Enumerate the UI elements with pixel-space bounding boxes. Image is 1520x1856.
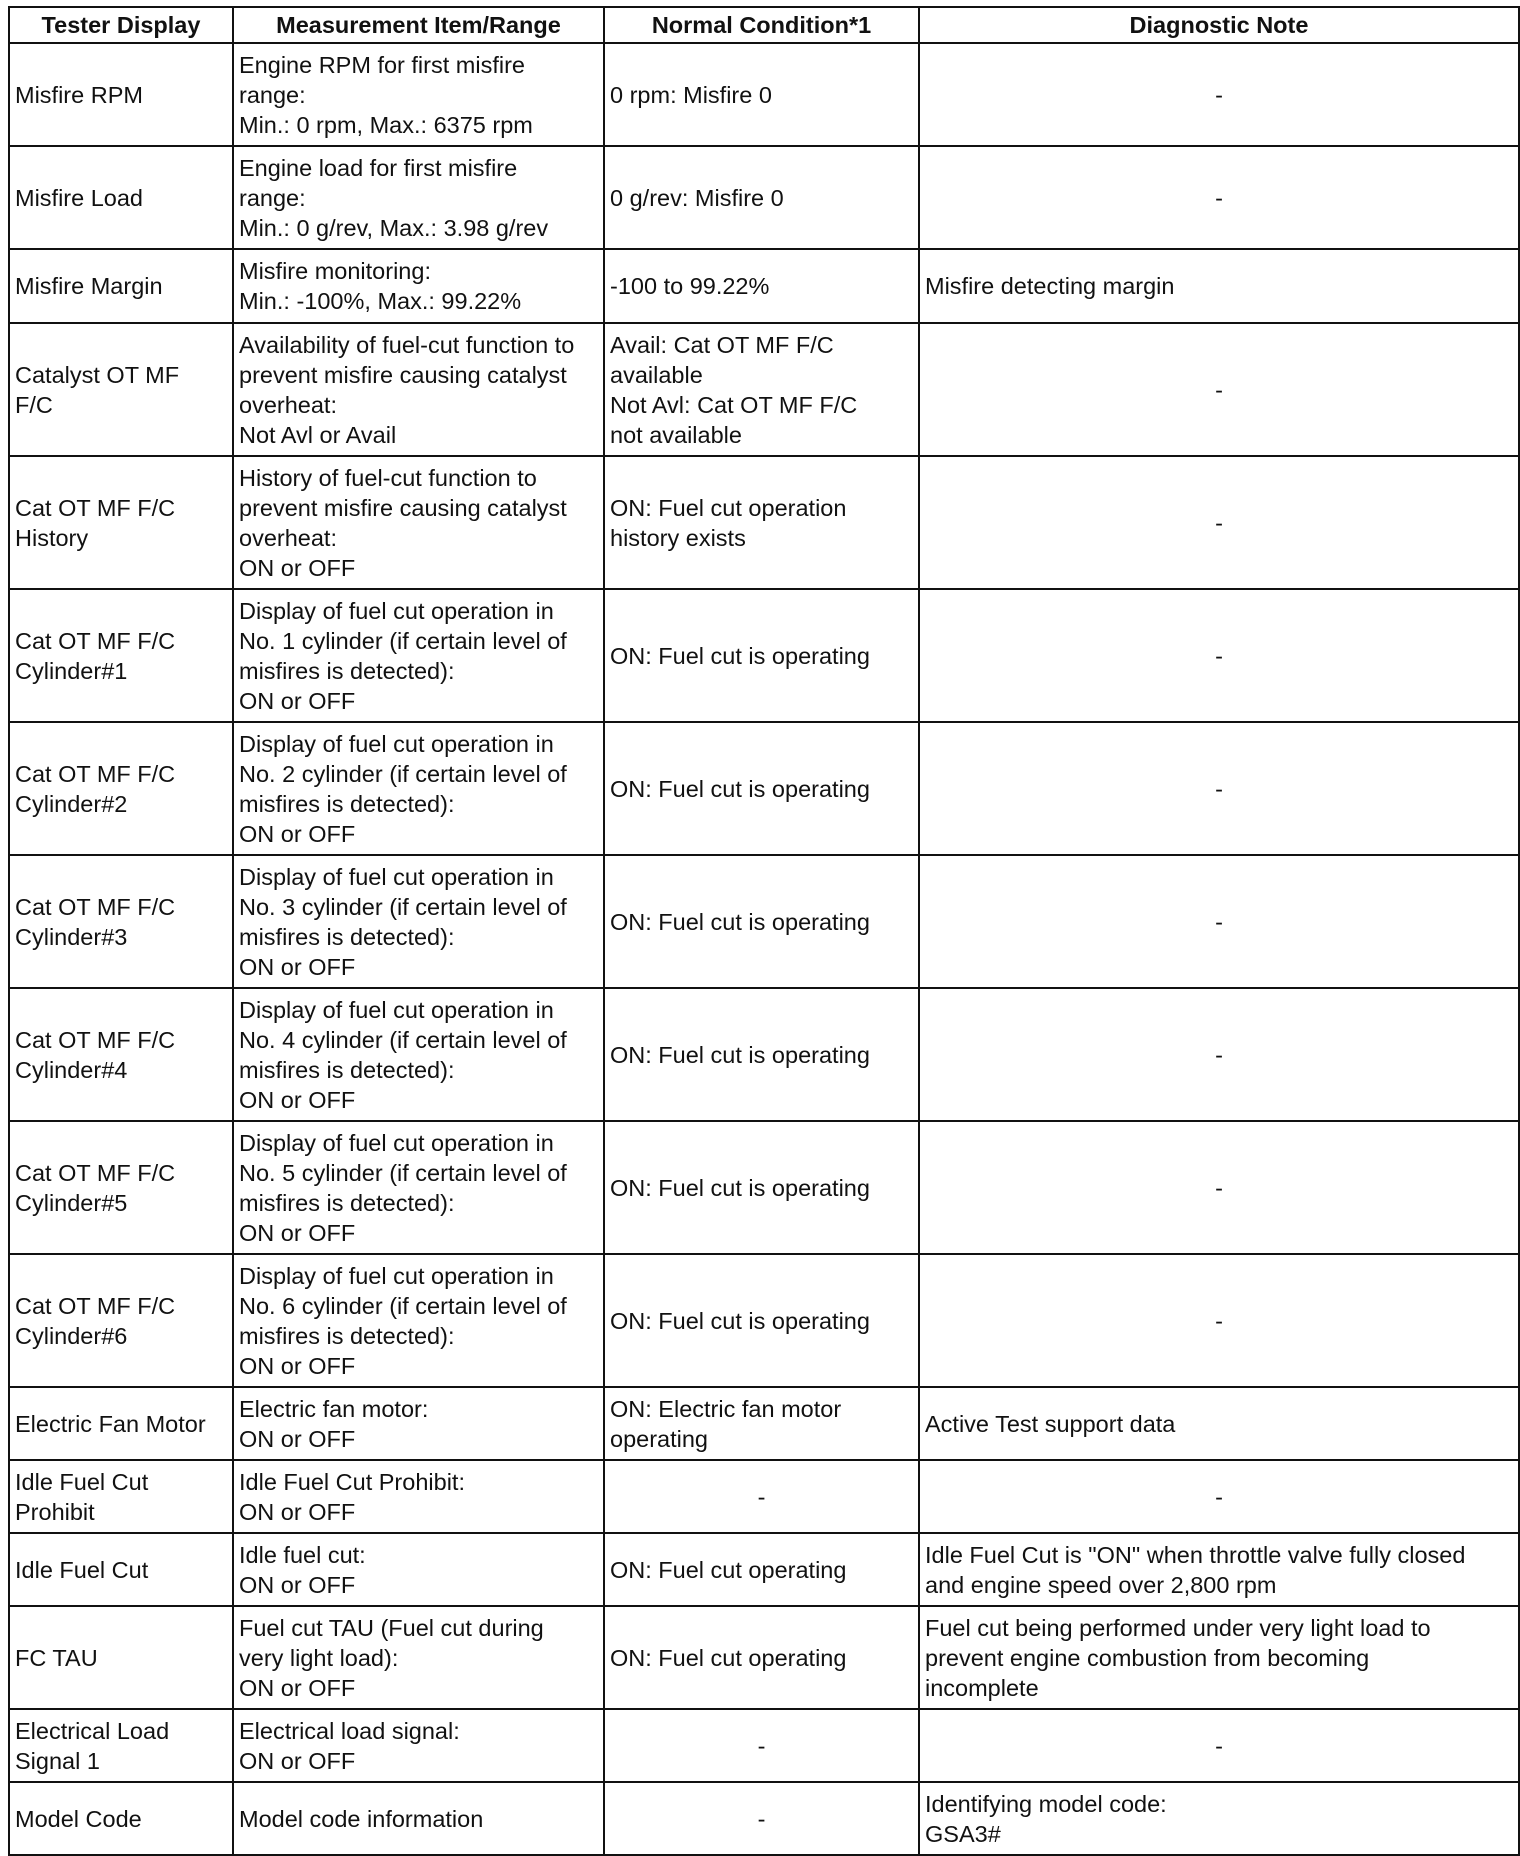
cell-text-line: misfires is detected): (239, 1322, 455, 1349)
cell-text-line: Engine load for first misfire (239, 154, 518, 181)
cell-text-line: - (1215, 1483, 1223, 1510)
cell-text-line: ON: Fuel cut is operating (610, 1041, 870, 1068)
cell-measurement-item (233, 456, 604, 589)
cell-text-line: - (757, 1805, 766, 1832)
cell-text-line: Cat OT MF F/C (15, 1292, 176, 1319)
cell-measurement-item (233, 323, 604, 456)
cell-tester-display (9, 146, 233, 249)
cell-text-line: Electrical Load (15, 1717, 170, 1744)
cell-text-line: misfires is detected): (239, 657, 455, 684)
cell-text-line: Model code information (239, 1805, 484, 1832)
cell-measurement-item (233, 146, 604, 249)
cell-text-line: FC TAU (15, 1644, 98, 1671)
table-row (9, 1533, 1519, 1606)
cell-measurement-item (233, 1709, 604, 1782)
cell-measurement-item (233, 249, 604, 323)
cell-text-line: Min.: 0 g/rev, Max.: 3.98 g/rev (239, 214, 549, 241)
cell-normal-condition (604, 722, 919, 855)
cell-text-line: Cylinder#2 (15, 790, 128, 817)
table-body (9, 43, 1519, 1855)
cell-text-line: Display of fuel cut operation in (239, 597, 554, 624)
table-row (9, 43, 1519, 146)
cell-measurement-item (233, 1121, 604, 1254)
cell-text-line: Misfire Load (15, 184, 143, 211)
cell-text-line: Cat OT MF F/C (15, 627, 176, 654)
cell-measurement-item (233, 722, 604, 855)
table-row (9, 249, 1519, 323)
cell-text-line: Electric fan motor: (239, 1395, 429, 1422)
cell-measurement-item (233, 988, 604, 1121)
cell-normal-condition (604, 1709, 919, 1782)
cell-diagnostic-note (919, 1460, 1519, 1533)
cell-diagnostic-note (919, 43, 1519, 146)
cell-normal-condition (604, 249, 919, 323)
cell-text-line: Cat OT MF F/C (15, 494, 176, 521)
cell-text-line: Cylinder#5 (15, 1189, 128, 1216)
cell-normal-condition (604, 1782, 919, 1855)
cell-text-line: very light load): (239, 1644, 399, 1671)
cell-text-line: - (1215, 775, 1223, 802)
table-row (9, 146, 1519, 249)
cell-text-line: overheat: (239, 391, 337, 418)
cell-text-line: prevent engine combustion from becoming (925, 1644, 1370, 1671)
cell-normal-condition (604, 1387, 919, 1460)
cell-text-line: No. 6 cylinder (if certain level of (239, 1292, 567, 1319)
cell-text-line: Electric Fan Motor (15, 1410, 206, 1437)
cell-text-line: ON: Electric fan motor (610, 1395, 842, 1422)
cell-text-line: misfires is detected): (239, 1189, 455, 1216)
cell-text-line: Idle fuel cut: (239, 1541, 366, 1568)
cell-normal-condition (604, 1460, 919, 1533)
cell-diagnostic-note (919, 1606, 1519, 1709)
cell-text-line: 0 g/rev: Misfire 0 (610, 184, 784, 211)
cell-text-line: Idle Fuel Cut (15, 1468, 149, 1495)
cell-text-line: range: (239, 81, 306, 108)
cell-normal-condition (604, 456, 919, 589)
header-diagnostic-note: Diagnostic Note (919, 7, 1519, 43)
cell-normal-condition (604, 855, 919, 988)
cell-diagnostic-note (919, 1709, 1519, 1782)
cell-text-line: No. 2 cylinder (if certain level of (239, 760, 567, 787)
cell-text-line: available (610, 361, 703, 388)
cell-text-line: misfires is detected): (239, 923, 455, 950)
cell-text-line: Min.: -100%, Max.: 99.22% (239, 288, 522, 314)
cell-text-line: and engine speed over 2,800 rpm (925, 1571, 1277, 1598)
cell-normal-condition (604, 323, 919, 456)
cell-text-line: -100 to 99.22% (610, 273, 770, 299)
cell-diagnostic-note (919, 456, 1519, 589)
cell-diagnostic-note (919, 988, 1519, 1121)
cell-tester-display (9, 1533, 233, 1606)
cell-text-line: No. 5 cylinder (if certain level of (239, 1159, 567, 1186)
header-row (9, 7, 1519, 43)
cell-text-line: - (1215, 1307, 1223, 1334)
cell-tester-display (9, 1460, 233, 1533)
header-normal-condition: Normal Condition*1 (604, 7, 919, 43)
cell-text-line: - (1215, 376, 1223, 403)
cell-normal-condition (604, 146, 919, 249)
cell-text-line: Idle Fuel Cut (15, 1556, 149, 1583)
table-row (9, 1121, 1519, 1254)
cell-tester-display (9, 722, 233, 855)
cell-text-line: ON or OFF (239, 1571, 356, 1598)
cell-text-line: 0 rpm: Misfire 0 (610, 81, 772, 108)
cell-text-line: Prohibit (15, 1498, 95, 1525)
table-row (9, 722, 1519, 855)
cell-text-line: Active Test support data (925, 1410, 1176, 1437)
cell-measurement-item (233, 589, 604, 722)
cell-diagnostic-note (919, 722, 1519, 855)
cell-text-line: - (1215, 1174, 1223, 1201)
cell-diagnostic-note (919, 1254, 1519, 1387)
cell-text-line: ON or OFF (239, 1425, 356, 1452)
cell-text-line: Cylinder#3 (15, 923, 128, 950)
cell-text-line: Idle Fuel Cut is "ON" when throttle valve fully closed (925, 1541, 1466, 1568)
cell-text-line: Model Code (15, 1805, 142, 1832)
cell-measurement-item (233, 1254, 604, 1387)
cell-text-line: Display of fuel cut operation in (239, 863, 554, 890)
cell-tester-display (9, 1121, 233, 1254)
table-row (9, 1606, 1519, 1709)
cell-normal-condition (604, 43, 919, 146)
cell-text-line: ON or OFF (239, 1498, 356, 1525)
cell-text-line: ON or OFF (239, 820, 356, 847)
cell-tester-display (9, 456, 233, 589)
table-row (9, 988, 1519, 1121)
cell-tester-display (9, 249, 233, 323)
cell-text-line: range: (239, 184, 306, 211)
cell-text-line: Not Avl: Cat OT MF F/C (610, 391, 858, 418)
cell-text-line: history exists (610, 524, 746, 551)
document-page (8, 6, 1518, 1856)
cell-text-line: ON: Fuel cut is operating (610, 642, 870, 669)
cell-text-line: operating (610, 1425, 708, 1452)
table-row (9, 323, 1519, 456)
cell-diagnostic-note (919, 1533, 1519, 1606)
cell-normal-condition (604, 988, 919, 1121)
cell-text-line: - (1215, 184, 1223, 211)
cell-text-line: Cylinder#1 (15, 657, 128, 684)
cell-text-line: F/C (15, 391, 53, 418)
cell-text-line: ON or OFF (239, 687, 356, 714)
cell-text-line: - (1215, 642, 1223, 669)
cell-text-line: ON: Fuel cut operating (610, 1556, 847, 1583)
cell-text-line: No. 1 cylinder (if certain level of (239, 627, 567, 654)
cell-measurement-item (233, 1606, 604, 1709)
cell-measurement-item (233, 1782, 604, 1855)
cell-text-line: Cat OT MF F/C (15, 760, 176, 787)
cell-text-line: - (1215, 81, 1223, 108)
cell-text-line: - (1215, 908, 1223, 935)
cell-measurement-item (233, 43, 604, 146)
cell-tester-display (9, 855, 233, 988)
cell-measurement-item (233, 855, 604, 988)
table-row (9, 456, 1519, 589)
cell-diagnostic-note (919, 855, 1519, 988)
cell-tester-display (9, 1387, 233, 1460)
cell-diagnostic-note (919, 1782, 1519, 1855)
cell-text-line: - (1215, 1732, 1223, 1759)
cell-tester-display (9, 323, 233, 456)
cell-text-line: ON or OFF (239, 554, 356, 581)
table-row (9, 1709, 1519, 1782)
cell-text-line: Electrical load signal: (239, 1717, 460, 1744)
cell-tester-display (9, 1606, 233, 1709)
cell-tester-display (9, 1782, 233, 1855)
cell-text-line: ON: Fuel cut is operating (610, 1174, 870, 1201)
cell-text-line: Misfire detecting margin (925, 273, 1175, 299)
cell-measurement-item (233, 1387, 604, 1460)
cell-text-line: Availability of fuel-cut function to (239, 331, 575, 358)
cell-text-line: ON: Fuel cut operating (610, 1644, 847, 1671)
cell-measurement-item (233, 1533, 604, 1606)
table-row (9, 1254, 1519, 1387)
cell-normal-condition (604, 1254, 919, 1387)
cell-tester-display (9, 988, 233, 1121)
cell-tester-display (9, 589, 233, 722)
cell-text-line: Display of fuel cut operation in (239, 1262, 554, 1289)
cell-text-line: Min.: 0 rpm, Max.: 6375 rpm (239, 111, 533, 138)
cell-text-line: ON: Fuel cut is operating (610, 1307, 870, 1334)
cell-text-line: ON or OFF (239, 1674, 356, 1701)
cell-text-line: Avail: Cat OT MF F/C (610, 331, 834, 358)
cell-text-line: - (1215, 509, 1223, 536)
cell-text-line: GSA3# (925, 1820, 1001, 1847)
cell-text-line: prevent misfire causing catalyst (239, 494, 567, 521)
cell-text-line: ON or OFF (239, 1352, 356, 1379)
data-list-table (8, 6, 1520, 1856)
cell-text-line: ON: Fuel cut is operating (610, 775, 870, 802)
cell-tester-display (9, 1709, 233, 1782)
cell-text-line: - (1215, 1041, 1223, 1068)
cell-text-line: Idle Fuel Cut Prohibit: (239, 1468, 465, 1495)
cell-text-line: Display of fuel cut operation in (239, 730, 554, 757)
table-row (9, 589, 1519, 722)
cell-diagnostic-note (919, 146, 1519, 249)
cell-text-line: - (757, 1483, 766, 1510)
cell-text-line: Identifying model code: (925, 1790, 1167, 1817)
table-row (9, 1387, 1519, 1460)
cell-text-line: Cylinder#6 (15, 1322, 128, 1349)
cell-diagnostic-note (919, 249, 1519, 323)
cell-text-line: Display of fuel cut operation in (239, 1129, 554, 1156)
cell-normal-condition (604, 589, 919, 722)
cell-tester-display (9, 1254, 233, 1387)
cell-text-line: not available (610, 421, 742, 448)
cell-text-line: No. 3 cylinder (if certain level of (239, 893, 567, 920)
cell-text-line: Cat OT MF F/C (15, 1159, 176, 1186)
cell-text-line: ON or OFF (239, 1219, 356, 1246)
cell-text-line: ON or OFF (239, 1086, 356, 1113)
cell-text-line: prevent misfire causing catalyst (239, 361, 567, 388)
cell-text-line: Fuel cut TAU (Fuel cut during (239, 1614, 544, 1641)
cell-text-line: Engine RPM for first misfire (239, 51, 525, 78)
cell-text-line: History (15, 524, 89, 551)
table-row (9, 1460, 1519, 1533)
header-tester-display: Tester Display (9, 7, 233, 43)
cell-text-line: Misfire RPM (15, 81, 143, 108)
cell-measurement-item (233, 1460, 604, 1533)
cell-text-line: ON: Fuel cut is operating (610, 908, 870, 935)
cell-text-line: History of fuel-cut function to (239, 464, 537, 491)
cell-text-line: ON or OFF (239, 1747, 356, 1774)
cell-text-line: Cat OT MF F/C (15, 1026, 176, 1053)
cell-text-line: Cylinder#4 (15, 1056, 128, 1083)
cell-text-line: No. 4 cylinder (if certain level of (239, 1026, 567, 1053)
cell-text-line: Cat OT MF F/C (15, 893, 176, 920)
cell-text-line: Display of fuel cut operation in (239, 996, 554, 1023)
cell-text-line: misfires is detected): (239, 1056, 455, 1083)
cell-text-line: incomplete (925, 1674, 1039, 1701)
cell-normal-condition (604, 1606, 919, 1709)
cell-diagnostic-note (919, 1387, 1519, 1460)
cell-text-line: - (757, 1732, 766, 1759)
cell-text-line: Fuel cut being performed under very light load to (925, 1614, 1431, 1641)
cell-tester-display (9, 43, 233, 146)
cell-text-line: Misfire monitoring: (239, 258, 431, 284)
cell-normal-condition (604, 1121, 919, 1254)
cell-text-line: Catalyst OT MF (15, 361, 180, 388)
cell-text-line: overheat: (239, 524, 337, 551)
cell-diagnostic-note (919, 323, 1519, 456)
cell-text-line: ON: Fuel cut operation (610, 494, 847, 521)
cell-normal-condition (604, 1533, 919, 1606)
table-row (9, 855, 1519, 988)
header-measurement-item: Measurement Item/Range (233, 7, 604, 43)
cell-text-line: Not Avl or Avail (239, 421, 397, 448)
cell-text-line: misfires is detected): (239, 790, 455, 817)
cell-text-line: Misfire Margin (15, 273, 163, 299)
cell-text-line: ON or OFF (239, 953, 356, 980)
cell-diagnostic-note (919, 589, 1519, 722)
cell-diagnostic-note (919, 1121, 1519, 1254)
table-row (9, 1782, 1519, 1855)
cell-text-line: Signal 1 (15, 1747, 100, 1774)
